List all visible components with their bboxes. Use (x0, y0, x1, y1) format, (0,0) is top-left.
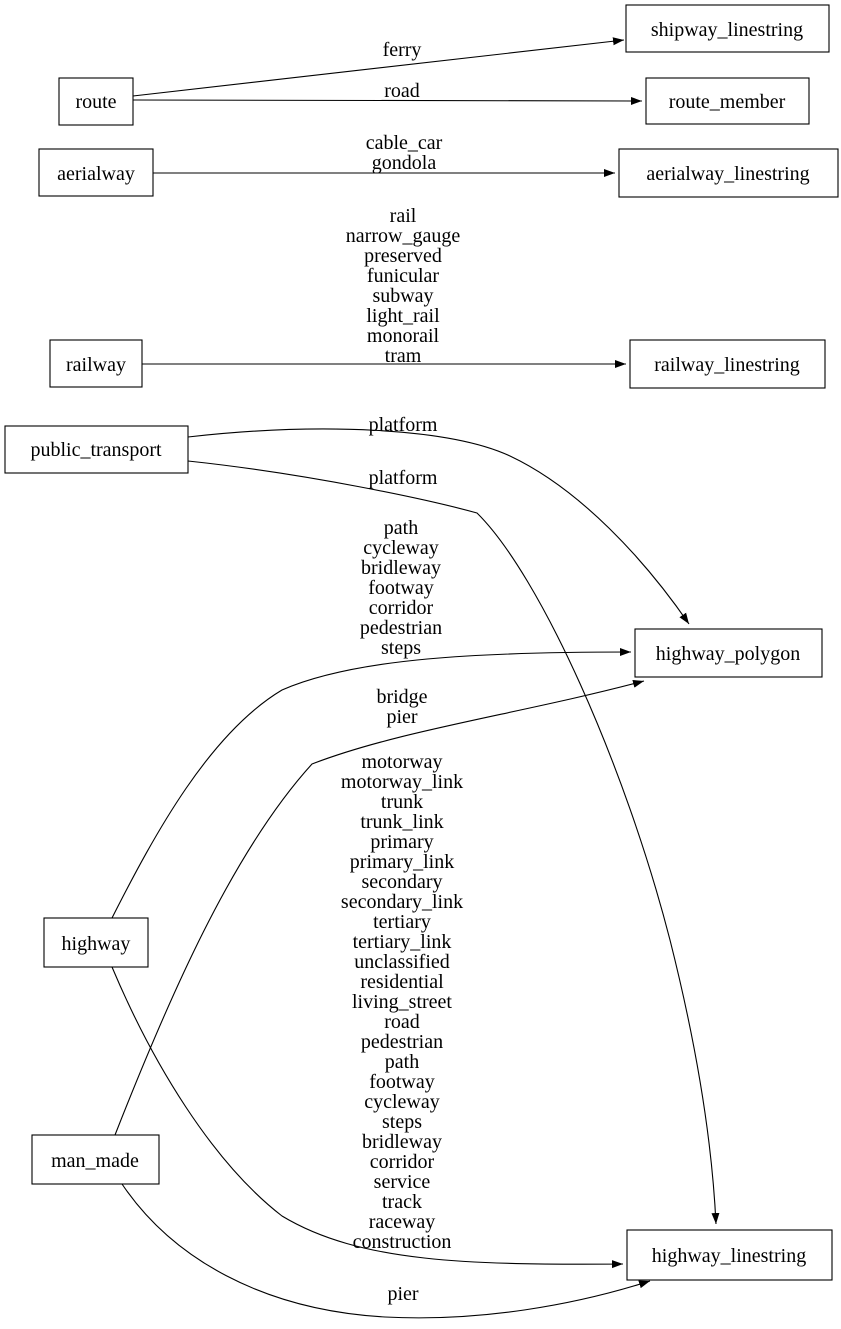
node-highway_polygon (635, 629, 822, 677)
node-route-label: route (75, 91, 117, 113)
node-highway_linestring (627, 1230, 832, 1280)
edge-label-ferry: ferry (382, 39, 422, 61)
node-route (59, 78, 133, 125)
edge-label-railway-types: rail narrow_gauge preserved funicular subway light_rail monorail tram (345, 205, 461, 367)
node-man_made (32, 1135, 159, 1184)
node-highway (44, 918, 148, 967)
node-railway (50, 340, 142, 387)
node-man_made-label: man_made (51, 1150, 139, 1172)
node-railway_linestring-label: railway_linestring (654, 354, 800, 376)
node-highway_linestring-label: highway_linestring (651, 1245, 807, 1267)
edge-public_transport-to-highway_linestring (188, 461, 716, 1224)
edge-label-platform-polygon: platform (368, 414, 438, 436)
node-aerialway-label: aerialway (57, 163, 135, 185)
node-highway-label: highway (61, 933, 131, 955)
edge-label-cable-car-gondola: cable_car gondola (365, 132, 443, 174)
edge-label-highway-linestring-types: motorway motorway_link trunk trunk_link primary primary_link secondary secondary_link tertiary tertiary_link unclassified residential living_street road pedestrian path footway cycleway steps bridleway corridor service track raceway construction (340, 751, 464, 1253)
edge-label-highway-polygon-types: path cycleway bridleway footway corridor pedestrian steps (359, 517, 443, 659)
node-highway_polygon-label: highway_polygon (655, 643, 801, 665)
edge-public_transport-to-highway_polygon (188, 429, 689, 624)
node-railway_linestring (630, 340, 825, 388)
edge-label-platform-linestring: platform (368, 467, 438, 489)
node-public_transport (5, 426, 188, 473)
edge-label-layer (341, 39, 463, 1305)
node-route_member (646, 78, 809, 124)
node-shipway_linestring-label: shipway_linestring (650, 19, 804, 41)
node-shipway_linestring (626, 5, 829, 52)
node-railway-label: railway (66, 354, 126, 376)
edge-label-bridge-pier: bridge pier (376, 686, 428, 728)
node-aerialway_linestring-label: aerialway_linestring (646, 163, 810, 185)
edge-label-pier: pier (387, 1283, 419, 1305)
node-public_transport-label: public_transport (30, 439, 162, 461)
edge-label-road: road (384, 80, 420, 102)
node-aerialway_linestring (619, 149, 838, 197)
node-route_member-label: route_member (668, 91, 786, 113)
node-aerialway (39, 149, 153, 196)
edge-route-to-shipway_linestring (133, 40, 624, 96)
